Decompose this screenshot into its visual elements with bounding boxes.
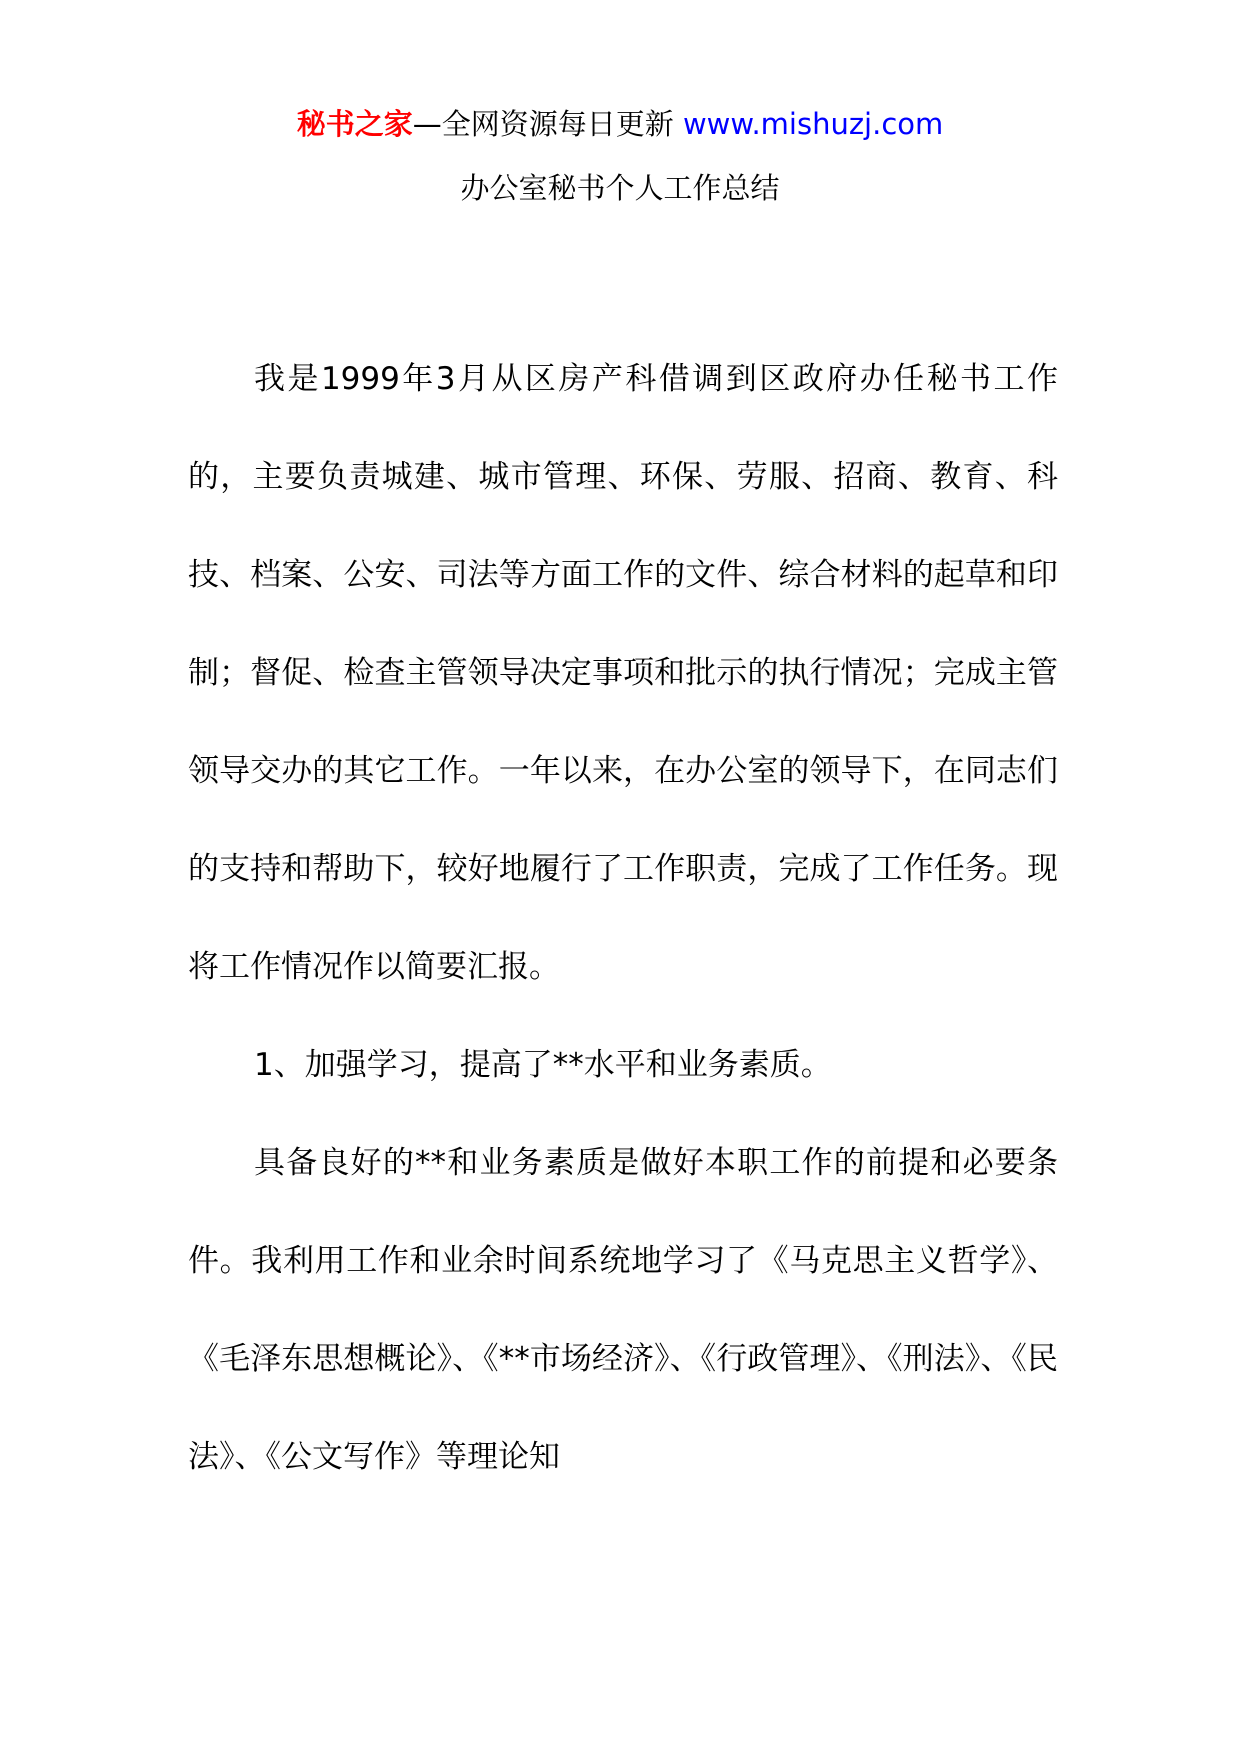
section-heading-1: 1、加强学习，提高了**水平和业务素质。	[254, 1047, 832, 1083]
site-url-link[interactable]: www.mishuzj.com	[682, 107, 944, 141]
document-body	[188, 330, 1058, 1506]
site-header	[0, 104, 1240, 144]
brand-name: 秘书之家	[296, 107, 413, 141]
body-paragraph-intro: 我是1999年3月从区房产科借调到区政府办任秘书工作的，主要负责城建、城市管理、环保、劳服、招商、教育、科技、档案、公安、司法等方面工作的文件、综合材料的起草和印制；督促、检查主管领导决定事项和批示的执行情况；完成主管领导交办的其它工作。一年以来，在办公室的领导下，在同志们的支持和帮助下，较好地履行了工作职责，完成了工作任务。现将工作情况作以简要汇报。	[188, 361, 1058, 985]
document-title: 办公室秘书个人工作总结	[460, 171, 780, 205]
site-tagline: —全网资源每日更新	[412, 107, 674, 141]
body-paragraph-study: 具备良好的**和业务素质是做好本职工作的前提和必要条件。我利用工作和业余时间系统地学习了《马克思主义哲学》、《毛泽东思想概论》、《**市场经济》、《行政管理》、《刑法》、《民法》、《公文写作》等理论知	[188, 1145, 1058, 1475]
